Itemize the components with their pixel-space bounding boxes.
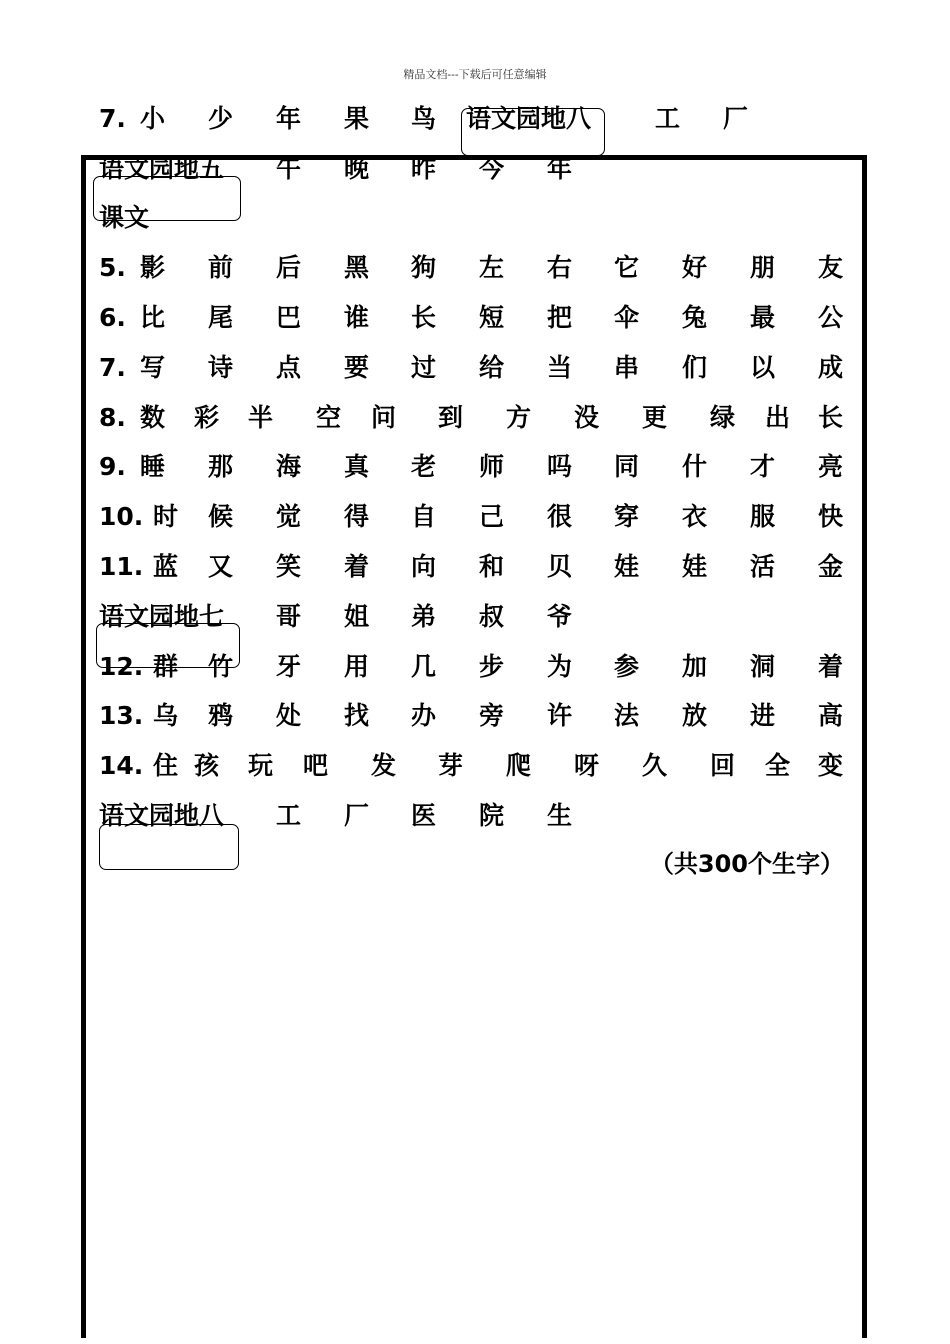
char-cell: 高 bbox=[818, 701, 844, 730]
char-cell: 午 bbox=[276, 154, 302, 183]
char-cell: 找 bbox=[344, 701, 370, 730]
char-cell: 当 bbox=[547, 353, 573, 382]
char-cell: 时 bbox=[153, 502, 179, 531]
char-cell: 全 bbox=[765, 751, 791, 780]
char-cell: 哥 bbox=[276, 602, 302, 631]
char-cell: 友 bbox=[818, 253, 844, 282]
char-cell: 比 bbox=[140, 303, 166, 332]
row-label: 11. bbox=[99, 552, 144, 581]
char-row bbox=[0, 698, 950, 734]
char-cell: 姐 bbox=[344, 602, 370, 631]
char-cell: 空 bbox=[316, 403, 342, 432]
char-cell: 院 bbox=[479, 801, 505, 830]
char-cell: 衣 bbox=[682, 502, 708, 531]
char-cell: 左 bbox=[479, 253, 505, 282]
char-cell: 给 bbox=[479, 353, 505, 382]
char-cell: 住 bbox=[153, 751, 179, 780]
char-cell: 写 bbox=[140, 353, 166, 382]
char-cell: 吗 bbox=[547, 452, 573, 481]
char-cell: 睡 bbox=[140, 452, 166, 481]
char-cell: 少 bbox=[208, 104, 234, 133]
char-cell: 语文园地八 bbox=[466, 104, 592, 133]
char-cell: 问 bbox=[371, 403, 397, 432]
char-cell: 笑 bbox=[276, 552, 302, 581]
char-cell: 厂 bbox=[344, 801, 370, 830]
char-cell: 亮 bbox=[818, 452, 844, 481]
char-cell: 蓝 bbox=[153, 552, 179, 581]
char-row bbox=[0, 599, 950, 635]
char-cell: 果 bbox=[344, 104, 370, 133]
char-cell: 又 bbox=[208, 552, 234, 581]
char-cell: 更 bbox=[642, 403, 668, 432]
row-label: 6. bbox=[99, 303, 126, 332]
char-cell: 到 bbox=[438, 403, 464, 432]
char-cell: 觉 bbox=[276, 502, 302, 531]
char-row bbox=[0, 449, 950, 485]
char-cell: 变 bbox=[818, 751, 844, 780]
char-cell: 们 bbox=[682, 353, 708, 382]
char-cell: 己 bbox=[479, 502, 505, 531]
char-cell: 昨 bbox=[411, 154, 437, 183]
char-cell: 许 bbox=[547, 701, 573, 730]
char-cell: 长 bbox=[411, 303, 437, 332]
char-cell: 没 bbox=[574, 403, 600, 432]
char-cell: 方 bbox=[506, 403, 532, 432]
char-cell: 快 bbox=[818, 502, 844, 531]
char-cell: 今 bbox=[479, 154, 505, 183]
char-cell: 乌 bbox=[153, 701, 179, 730]
char-cell: 老 bbox=[411, 452, 437, 481]
char-cell: 真 bbox=[344, 452, 370, 481]
char-cell: 诗 bbox=[208, 353, 234, 382]
row-label: 9. bbox=[99, 452, 126, 481]
char-cell: 右 bbox=[547, 253, 573, 282]
char-cell: 着 bbox=[344, 552, 370, 581]
char-row bbox=[0, 798, 950, 834]
char-cell: 金 bbox=[818, 552, 844, 581]
char-cell: 同 bbox=[614, 452, 640, 481]
char-cell: 服 bbox=[750, 502, 776, 531]
char-cell: 以 bbox=[750, 353, 776, 382]
char-cell: 数 bbox=[140, 403, 166, 432]
char-cell: 着 bbox=[818, 652, 844, 681]
char-row bbox=[0, 748, 950, 784]
row-label: 14. bbox=[99, 751, 144, 780]
row-label: 5. bbox=[99, 253, 126, 282]
char-cell: 旁 bbox=[479, 701, 505, 730]
char-cell: 生 bbox=[547, 801, 573, 830]
char-cell: 久 bbox=[642, 751, 668, 780]
char-cell: 办 bbox=[411, 701, 437, 730]
char-cell: 后 bbox=[276, 253, 302, 282]
char-cell: 放 bbox=[682, 701, 708, 730]
char-cell: 朋 bbox=[750, 253, 776, 282]
char-cell: 娃 bbox=[682, 552, 708, 581]
total-count: （共300个生字） bbox=[649, 850, 844, 878]
char-cell: 年 bbox=[547, 154, 573, 183]
char-cell: 穿 bbox=[614, 502, 640, 531]
char-row bbox=[0, 151, 950, 187]
char-cell: 前 bbox=[208, 253, 234, 282]
char-cell: 什 bbox=[682, 452, 708, 481]
row-label: 语文园地八 bbox=[99, 801, 225, 830]
char-cell: 谁 bbox=[344, 303, 370, 332]
char-cell: 师 bbox=[479, 452, 505, 481]
char-row bbox=[0, 250, 950, 286]
char-cell: 几 bbox=[411, 652, 437, 681]
char-row bbox=[0, 300, 950, 336]
char-cell: 为 bbox=[547, 652, 573, 681]
char-cell: 彩 bbox=[194, 403, 220, 432]
char-cell: 贝 bbox=[547, 552, 573, 581]
char-cell: 短 bbox=[479, 303, 505, 332]
char-cell: 那 bbox=[208, 452, 234, 481]
char-cell: 工 bbox=[655, 104, 681, 133]
char-cell: 黑 bbox=[344, 253, 370, 282]
char-cell: 半 bbox=[248, 403, 274, 432]
row-label: 7. bbox=[99, 104, 126, 133]
char-cell: 弟 bbox=[411, 602, 437, 631]
char-cell: 小 bbox=[140, 104, 166, 133]
char-cell: 公 bbox=[818, 303, 844, 332]
char-cell: 厂 bbox=[723, 104, 749, 133]
char-cell: 爬 bbox=[506, 751, 532, 780]
char-cell: 鸟 bbox=[411, 104, 437, 133]
char-cell: 兔 bbox=[682, 303, 708, 332]
char-row bbox=[0, 400, 950, 436]
char-cell: 竹 bbox=[208, 652, 234, 681]
char-cell: 好 bbox=[682, 253, 708, 282]
char-cell: 法 bbox=[614, 701, 640, 730]
char-cell: 爷 bbox=[547, 602, 573, 631]
row-label: 课文 bbox=[99, 203, 150, 232]
char-cell: 它 bbox=[614, 253, 640, 282]
char-cell: 处 bbox=[276, 701, 302, 730]
char-cell: 加 bbox=[682, 652, 708, 681]
row-label: 8. bbox=[99, 403, 126, 432]
char-cell: 长 bbox=[818, 403, 844, 432]
char-cell: 回 bbox=[710, 751, 736, 780]
row-label: 语文园地五 bbox=[99, 154, 225, 183]
char-cell: 很 bbox=[547, 502, 573, 531]
char-row bbox=[0, 499, 950, 535]
char-cell: 伞 bbox=[614, 303, 640, 332]
char-cell: 绿 bbox=[710, 403, 736, 432]
char-cell: 发 bbox=[371, 751, 397, 780]
char-cell: 工 bbox=[276, 801, 302, 830]
char-cell: 参 bbox=[614, 652, 640, 681]
char-cell: 娃 bbox=[614, 552, 640, 581]
char-cell: 巴 bbox=[276, 303, 302, 332]
char-cell: 牙 bbox=[276, 652, 302, 681]
row-label: 语文园地七 bbox=[99, 602, 225, 631]
row-label: 10. bbox=[99, 502, 144, 531]
char-cell: 进 bbox=[750, 701, 776, 730]
row-label: 13. bbox=[99, 701, 144, 730]
char-cell: 才 bbox=[750, 452, 776, 481]
char-cell: 医 bbox=[411, 801, 437, 830]
char-cell: 自 bbox=[411, 502, 437, 531]
char-cell: 群 bbox=[153, 652, 179, 681]
row-label: 12. bbox=[99, 652, 144, 681]
char-cell: 呀 bbox=[574, 751, 600, 780]
char-row bbox=[0, 200, 950, 236]
char-cell: 活 bbox=[750, 552, 776, 581]
char-cell: 尾 bbox=[208, 303, 234, 332]
char-cell: 海 bbox=[276, 452, 302, 481]
page-header: 精品文档---下载后可任意编辑 bbox=[403, 68, 547, 81]
char-cell: 向 bbox=[411, 552, 437, 581]
char-cell: 叔 bbox=[479, 602, 505, 631]
char-row bbox=[0, 101, 950, 137]
char-cell: 出 bbox=[765, 403, 791, 432]
char-cell: 狗 bbox=[411, 253, 437, 282]
char-cell: 洞 bbox=[750, 652, 776, 681]
char-cell: 用 bbox=[344, 652, 370, 681]
char-cell: 影 bbox=[140, 253, 166, 282]
char-row bbox=[0, 549, 950, 585]
char-cell: 晚 bbox=[344, 154, 370, 183]
char-cell: 孩 bbox=[194, 751, 220, 780]
row-label: 7. bbox=[99, 353, 126, 382]
char-cell: 候 bbox=[208, 502, 234, 531]
char-cell: 玩 bbox=[248, 751, 274, 780]
char-cell: 成 bbox=[818, 353, 844, 382]
char-cell: 和 bbox=[479, 552, 505, 581]
char-cell: 最 bbox=[750, 303, 776, 332]
char-cell: 要 bbox=[344, 353, 370, 382]
char-cell: 吧 bbox=[303, 751, 329, 780]
char-cell: 得 bbox=[344, 502, 370, 531]
char-row bbox=[0, 649, 950, 685]
char-row bbox=[0, 350, 950, 386]
char-cell: 过 bbox=[411, 353, 437, 382]
char-cell: 点 bbox=[276, 353, 302, 382]
char-cell: 把 bbox=[547, 303, 573, 332]
char-cell: 芽 bbox=[438, 751, 464, 780]
char-cell: 年 bbox=[276, 104, 302, 133]
char-cell: 步 bbox=[479, 652, 505, 681]
char-cell: 串 bbox=[614, 353, 640, 382]
char-cell: 鸦 bbox=[208, 701, 234, 730]
